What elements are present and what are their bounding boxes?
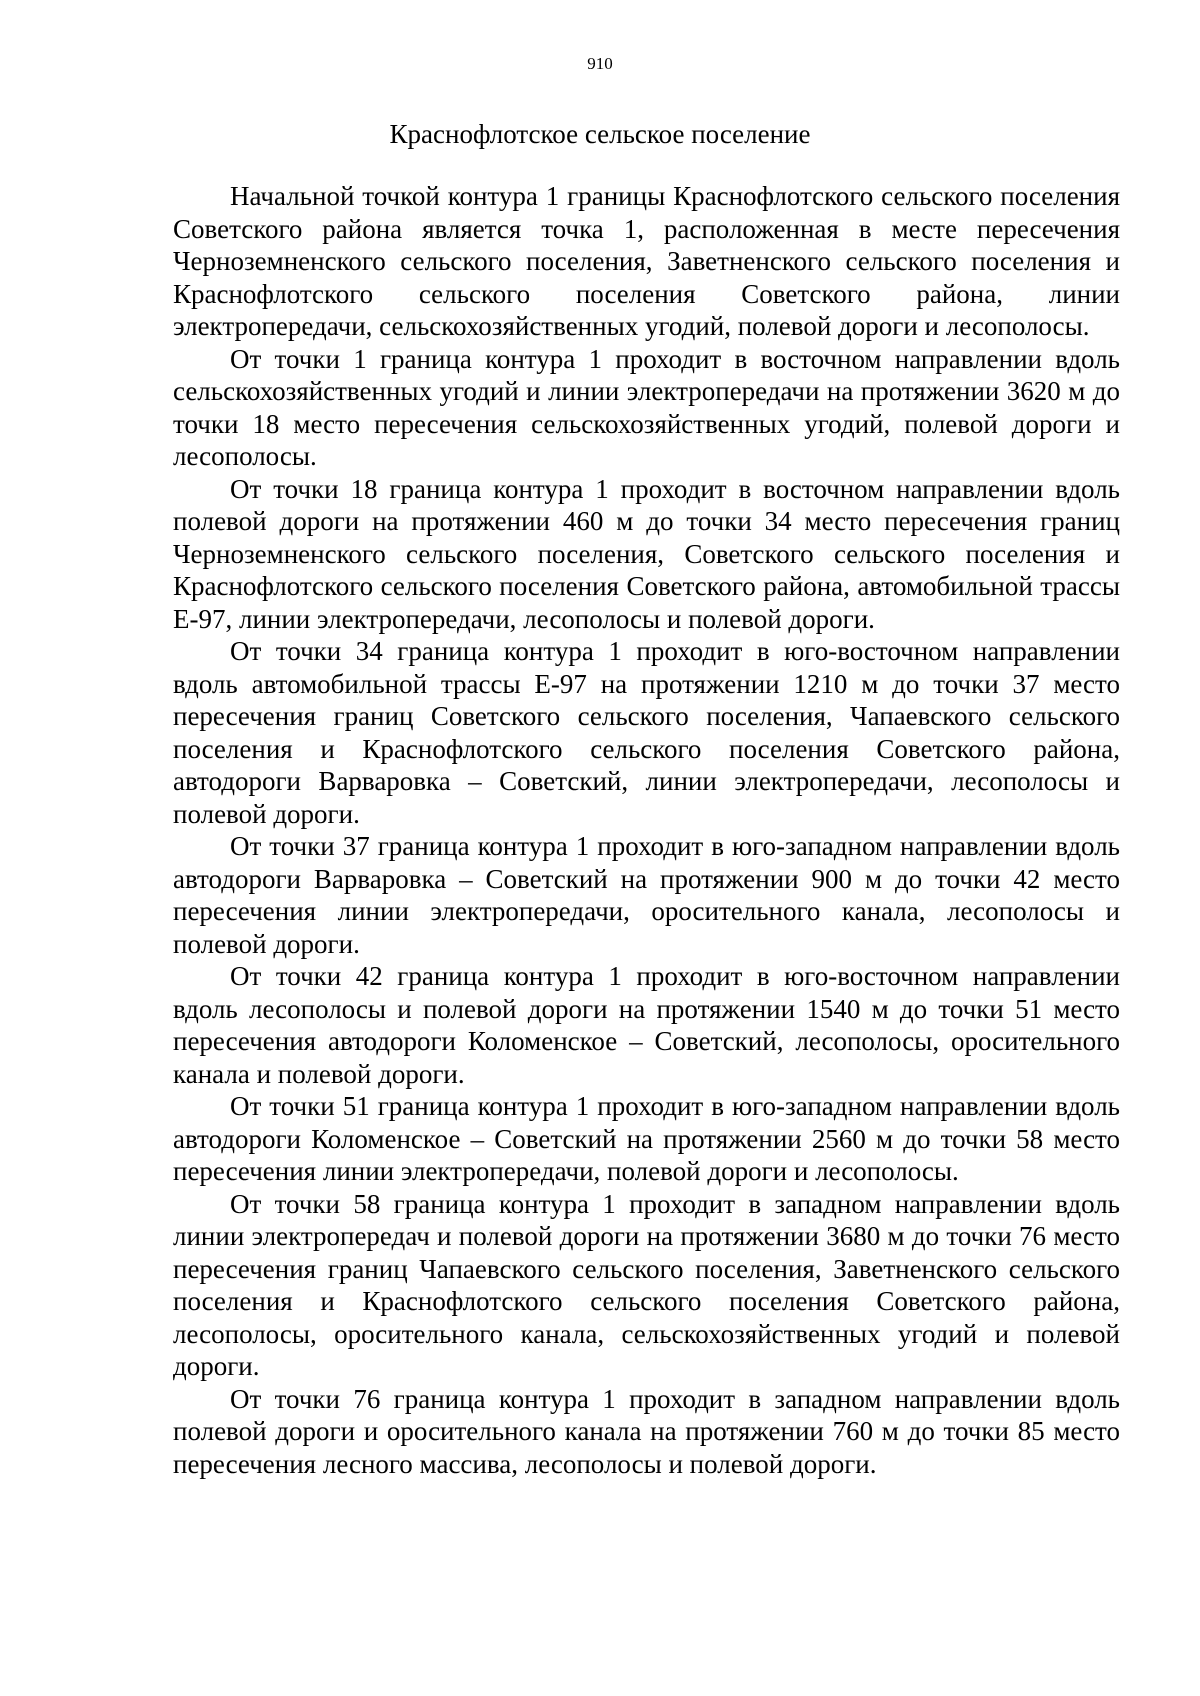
paragraph-2: От точки 1 граница контура 1 проходит в восточном направлении вдоль сельскохозяйственных угодий и линии электропередачи на протяжении 3620 м до точки 18 место пересечения сельскохозяйственных угодий, полевой дороги и лесополосы. [173, 343, 1120, 471]
paragraph-7: От точки 51 граница контура 1 проходит в юго-западном направлении вдоль автодороги Коломенское – Советский на протяжении 2560 м до точки 58 место пересечения линии электропередачи, полевой дороги и лесополосы. [173, 1091, 1120, 1186]
paragraph-5: От точки 37 граница контура 1 проходит в юго-западном направлении вдоль автодороги Варваровка – Советский на протяжении 900 м до точки 42 место пересечения линии электропередачи, оросительного канала, лесополосы и полевой дороги. [173, 831, 1120, 959]
paragraph-1: Начальной точкой контура 1 границы Краснофлотского сельского поселения Советского района является точка 1, расположенная в месте пересечения Черноземненского сельского поселения, Заветненского сельского поселения и Краснофлотского сельского поселения Советского района, линии электропередачи, сельскохозяйственных угодий, полевой дороги и лесополосы. [173, 181, 1120, 341]
paragraph-8: От точки 58 граница контура 1 проходит в западном направлении вдоль линии электропередач и полевой дороги на протяжении 3680 м до точки 76 место пересечения границ Чапаевского сельского поселения, Заветненского сельского поселения и Краснофлотского сельского поселения Советского района, лесополосы, оросительного канала, сельскохозяйственных угодий и полевой дороги. [173, 1188, 1120, 1381]
paragraph-4: От точки 34 граница контура 1 проходит в юго-восточном направлении вдоль автомобильной трассы Е-97 на протяжении 1210 м до точки 37 место пересечения границ Советского сельского поселения, Чапаевского сельского поселения и Краснофлотского сельского поселения Советского района, автодороги Варваровка – Советский, линии электропередачи, лесополосы и полевой дороги. [173, 636, 1120, 829]
document-title: Краснофлотское сельское поселение [389, 119, 811, 149]
paragraph-6: От точки 42 граница контура 1 проходит в юго-восточном направлении вдоль лесополосы и полевой дороги на протяжении 1540 м до точки 51 место пересечения автодороги Коломенское – Советский, лесополосы, оросительного канала и полевой дороги. [173, 961, 1120, 1089]
page-number: 910 [587, 54, 613, 73]
paragraph-9: От точки 76 граница контура 1 проходит в западном направлении вдоль полевой дороги и оросительного канала на протяжении 760 м до точки 85 место пересечения лесного массива, лесополосы и полевой дороги. [173, 1383, 1120, 1479]
paragraph-3: От точки 18 граница контура 1 проходит в восточном направлении вдоль полевой дороги на протяжении 460 м до точки 34 место пересечения границ Черноземненского сельского поселения, Советского сельского поселения и Краснофлотского сельского поселения Советского района, автомобильной трассы Е-97, линии электропередачи, лесополосы и полевой дороги. [173, 473, 1120, 634]
document-body [173, 180, 1120, 1480]
